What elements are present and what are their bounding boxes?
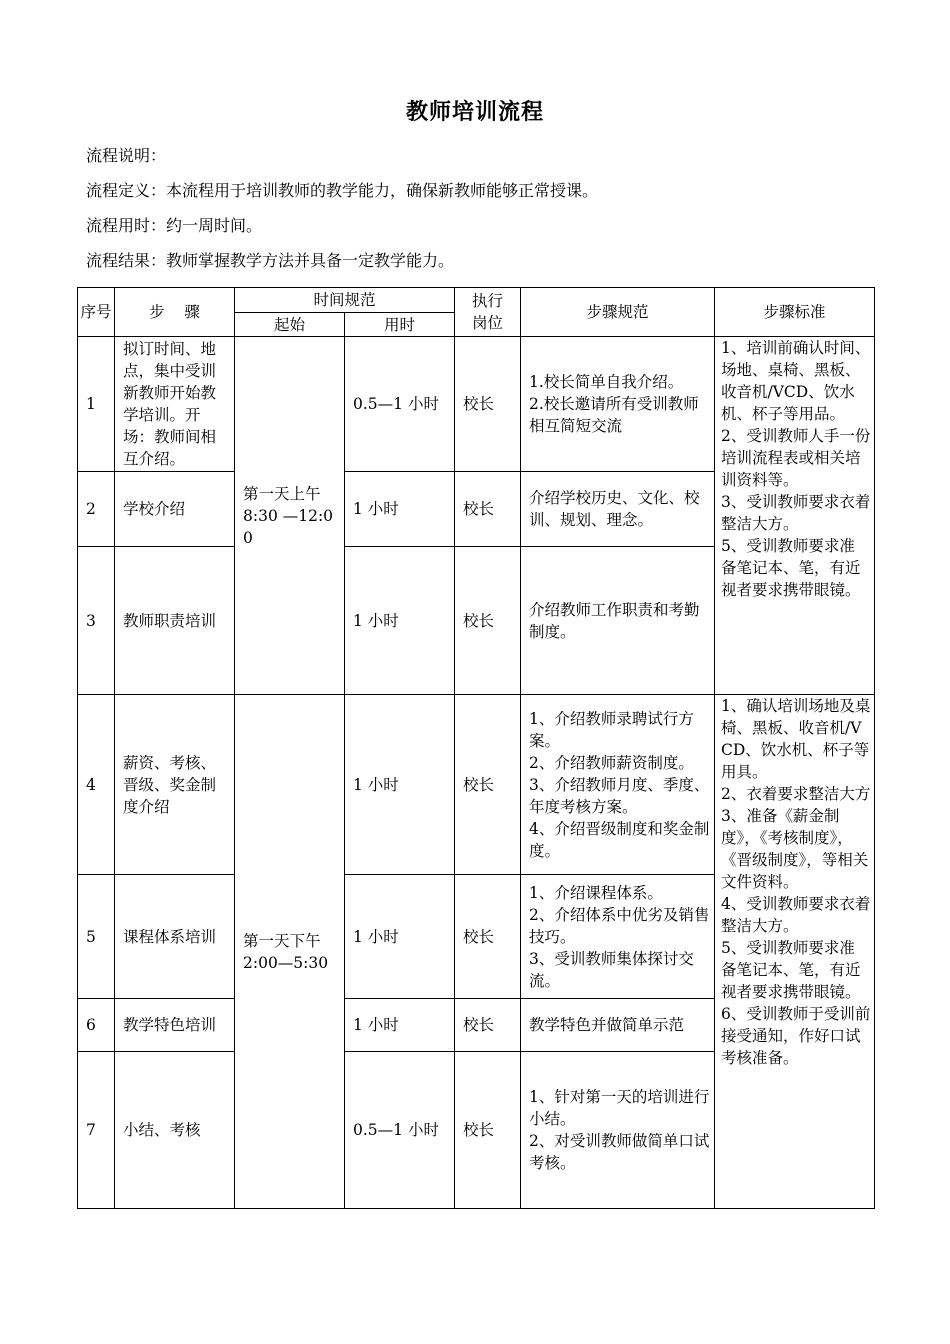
header-start: 起始 [235, 313, 345, 337]
standard-line: 4、受训教师要求衣着整洁大方。 [721, 895, 871, 935]
row-spec [521, 999, 715, 1052]
spec-line: 2.校长邀请所有受训教师相互简短交流 [529, 395, 699, 435]
table-row [78, 695, 875, 875]
row-step: 学校介绍 [115, 472, 235, 547]
standard-afternoon [715, 695, 875, 1209]
row-spec [521, 337, 715, 472]
row-step: 拟订时间、地点，集中受训新教师开始教学培训。开场：教师间相互介绍。 [115, 337, 235, 472]
row-spec [521, 695, 715, 875]
row-duration: 0.5—1 小时 [345, 1052, 455, 1209]
spec-line: 1、介绍课程体系。 [529, 883, 663, 902]
row-role: 校长 [455, 547, 521, 695]
header-duration: 用时 [345, 313, 455, 337]
intro-duration: 流程用时：约一周时间。 [86, 216, 263, 235]
standard-line: 5、受训教师要求准 [721, 537, 855, 555]
standard-line: 5、受训教师要求准 [721, 939, 855, 957]
row-number: 2 [78, 472, 115, 547]
row-duration: 1 小时 [345, 695, 455, 875]
row-number: 7 [78, 1052, 115, 1209]
training-process-table [77, 287, 875, 1209]
row-number: 4 [78, 695, 115, 875]
standard-line: 2、衣着要求整洁大方 [721, 785, 871, 803]
standard-line: 2、受训教师人手一份培训流程表或相关培训资料等。 [721, 427, 871, 489]
spec-line: 1、针对第一天的培训进行小结。 [529, 1088, 710, 1128]
spec-line: 4、介绍晋级制度和奖金制度。 [529, 819, 710, 860]
row-role: 校长 [455, 472, 521, 547]
standard-line: 1、确认培训场地及桌椅、黑板、收音机/VCD、饮水机、杯子等用具。 [721, 697, 871, 781]
standard-line: 3、受训教师要求衣着整洁大方。 [721, 493, 871, 533]
header-seq: 序号 [78, 288, 115, 337]
row-step: 教师职责培训 [115, 547, 235, 695]
row-role: 校长 [455, 337, 521, 472]
header-standard: 步骤标准 [715, 288, 875, 337]
table-row [78, 337, 875, 472]
header-spec: 步骤规范 [521, 288, 715, 337]
header-time: 时间规范 [235, 288, 455, 313]
row-role: 校长 [455, 875, 521, 999]
row-duration: 1 小时 [345, 999, 455, 1052]
header-step: 步 骤 [115, 288, 235, 337]
row-step: 薪资、考核、晋级、奖金制度介绍 [115, 695, 235, 875]
intro-heading: 流程说明： [86, 146, 167, 165]
header-role: 执行岗位 [455, 288, 521, 337]
intro-definition: 流程定义：本流程用于培训教师的教学能力，确保新教师能够正常授课。 [86, 181, 599, 200]
intro-result: 流程结果：教师掌握教学方法并具备一定教学能力。 [86, 251, 455, 270]
spec-line: 介绍学校历史、文化、校训、规划、理念。 [529, 489, 700, 529]
spec-line: 介绍教师工作职责和考勤制度。 [529, 600, 700, 641]
row-step: 教学特色培训 [115, 999, 235, 1052]
page-title: 教师培训流程 [405, 99, 544, 125]
row-duration: 1 小时 [345, 547, 455, 695]
spec-line: 3、介绍教师月度、季度、年度考核方案。 [529, 775, 710, 816]
standard-line: 1、培训前确认时间、场地、桌椅、黑板、收音机/VCD、饮水机、杯子等用品。 [721, 339, 871, 423]
row-role: 校长 [455, 999, 521, 1052]
start-time-afternoon: 第一天下午 2:00—5:30 [235, 695, 345, 1209]
row-role: 校长 [455, 695, 521, 875]
row-step: 课程体系培训 [115, 875, 235, 999]
standard-line: 6、受训教师于受训前接受通知，作好口试考核准备。 [721, 1005, 871, 1067]
spec-line: 教学特色并做简单示范 [529, 1016, 685, 1034]
standard-line: 3、准备《薪金制度》，《考核制度》，《晋级制度》，等相关文件资料。 [721, 807, 869, 891]
row-step: 小结、考核 [115, 1052, 235, 1209]
standard-line: 备笔记本、笔，有近视者要求携带眼镜。 [721, 961, 861, 1001]
row-spec [521, 1052, 715, 1209]
row-duration: 1 小时 [345, 875, 455, 999]
row-number: 3 [78, 547, 115, 695]
row-duration: 0.5—1 小时 [345, 337, 455, 472]
standard-morning [715, 337, 875, 695]
spec-line: 2、介绍教师薪资制度。 [529, 753, 694, 772]
start-time-morning: 第一天上午 8:30 —12:00 [235, 337, 345, 695]
row-number: 1 [78, 337, 115, 472]
spec-line: 3、受训教师集体探讨交流。 [529, 949, 694, 990]
standard-line: 备笔记本、笔，有近视者要求携带眼镜。 [721, 559, 861, 599]
row-number: 6 [78, 999, 115, 1052]
spec-line: 2、介绍体系中优劣及销售技巧。 [529, 905, 710, 946]
spec-line: 1.校长简单自我介绍。 [529, 373, 684, 391]
spec-line: 2、对受训教师做简单口试考核。 [529, 1132, 710, 1172]
row-spec [521, 472, 715, 547]
spec-line: 1、介绍教师录聘试行方案。 [529, 709, 694, 750]
row-number: 5 [78, 875, 115, 999]
row-duration: 1 小时 [345, 472, 455, 547]
row-spec [521, 547, 715, 695]
row-role: 校长 [455, 1052, 521, 1209]
row-spec [521, 875, 715, 999]
